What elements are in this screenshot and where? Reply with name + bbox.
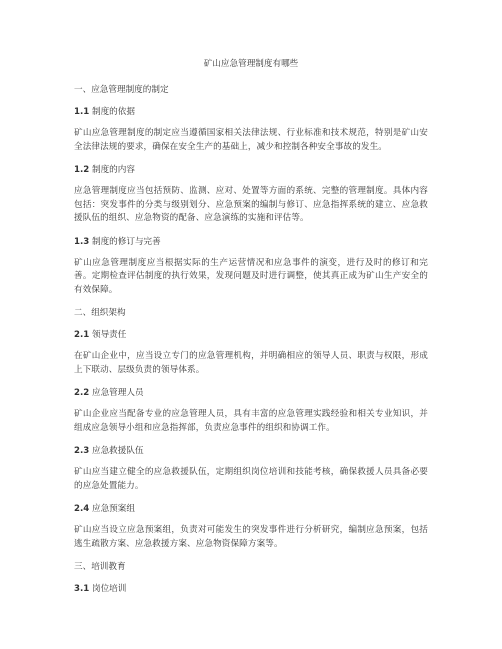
subsection-title: 岗位培训 <box>91 584 127 594</box>
subsection-number: 1.3 <box>74 236 90 247</box>
subsection-title: 应急预案组 <box>91 504 135 514</box>
subsection-title: 应急救援队伍 <box>91 446 144 456</box>
subsection-title: 应急管理人员 <box>91 388 144 398</box>
subsection-heading <box>74 106 428 118</box>
paragraph: 矿山应当建立健全的应急救援队伍，定期组织岗位培训和技能考核，确保救援人员具备必要的应急处置能力。 <box>74 467 428 491</box>
subsection-heading <box>74 164 428 176</box>
subsection-number: 2.4 <box>74 504 90 514</box>
subsection-number: 2.3 <box>74 446 90 456</box>
subsection-title: 制度的依据 <box>91 107 135 117</box>
subsection-heading <box>74 236 428 248</box>
paragraph: 在矿山企业中，应当设立专门的应急管理机构，并明确相应的领导人员、职责与权限，形成上下联动、层级负责的领导体系。 <box>74 351 428 375</box>
subsection-heading <box>74 583 428 595</box>
paragraph: 矿山应急管理制度应当根据实际的生产运营情况和应急事件的演变，进行及时的修订和完善。定期检查评估制度的执行效果，发现问题及时进行调整，使其真正成为矿山生产安全的有效保障。 <box>74 257 428 295</box>
subsection-heading <box>74 329 428 341</box>
subsection-number: 3.1 <box>74 584 90 594</box>
subsection-number: 1.1 <box>74 107 90 117</box>
subsection-number: 1.2 <box>74 165 90 175</box>
subsection-title: 制度的内容 <box>91 165 135 175</box>
subsection-title: 领导责任 <box>91 330 127 340</box>
section-heading: 二、组织架构 <box>74 308 126 318</box>
paragraph: 应急管理制度应当包括预防、监测、应对、处置等方面的系统、完整的管理制度。具体内容包括：突发事件的分类与级别划分、应急预案的编制与修订、应急指挥系统的建立、应急救援队伍的组织、应急物资的配备、应急演练的实施和评估等。 <box>74 186 428 223</box>
paragraph: 矿山企业应当配备专业的应急管理人员，具有丰富的应急管理实践经验和相关专业知识，并组成应急领导小组和应急指挥部，负责应急事件的组织和协调工作。 <box>74 409 428 433</box>
subsection-title: 制度的修订与完善 <box>91 236 161 247</box>
subsection-heading <box>74 503 428 515</box>
paragraph: 矿山应急管理制度的制定应当遵循国家相关法律法规、行业标准和技术规范，特别是矿山安全法律法规的要求，确保在安全生产的基础上，减少和控制各种安全事故的发生。 <box>74 128 428 152</box>
section-heading: 三、培训教育 <box>74 562 126 572</box>
subsection-heading <box>74 387 428 399</box>
document-title: 矿山应急管理制度有哪些 <box>203 59 299 69</box>
section-heading: 一、应急管理制度的制定 <box>74 85 169 95</box>
paragraph: 矿山应当设立应急预案组，负责对可能发生的突发事件进行分析研究，编制应急预案，包括逃生疏散方案、应急救援方案、应急物资保障方案等。 <box>74 525 428 549</box>
subsection-heading <box>74 445 428 457</box>
subsection-number: 2.2 <box>74 388 90 398</box>
subsection-number: 2.1 <box>74 330 90 340</box>
